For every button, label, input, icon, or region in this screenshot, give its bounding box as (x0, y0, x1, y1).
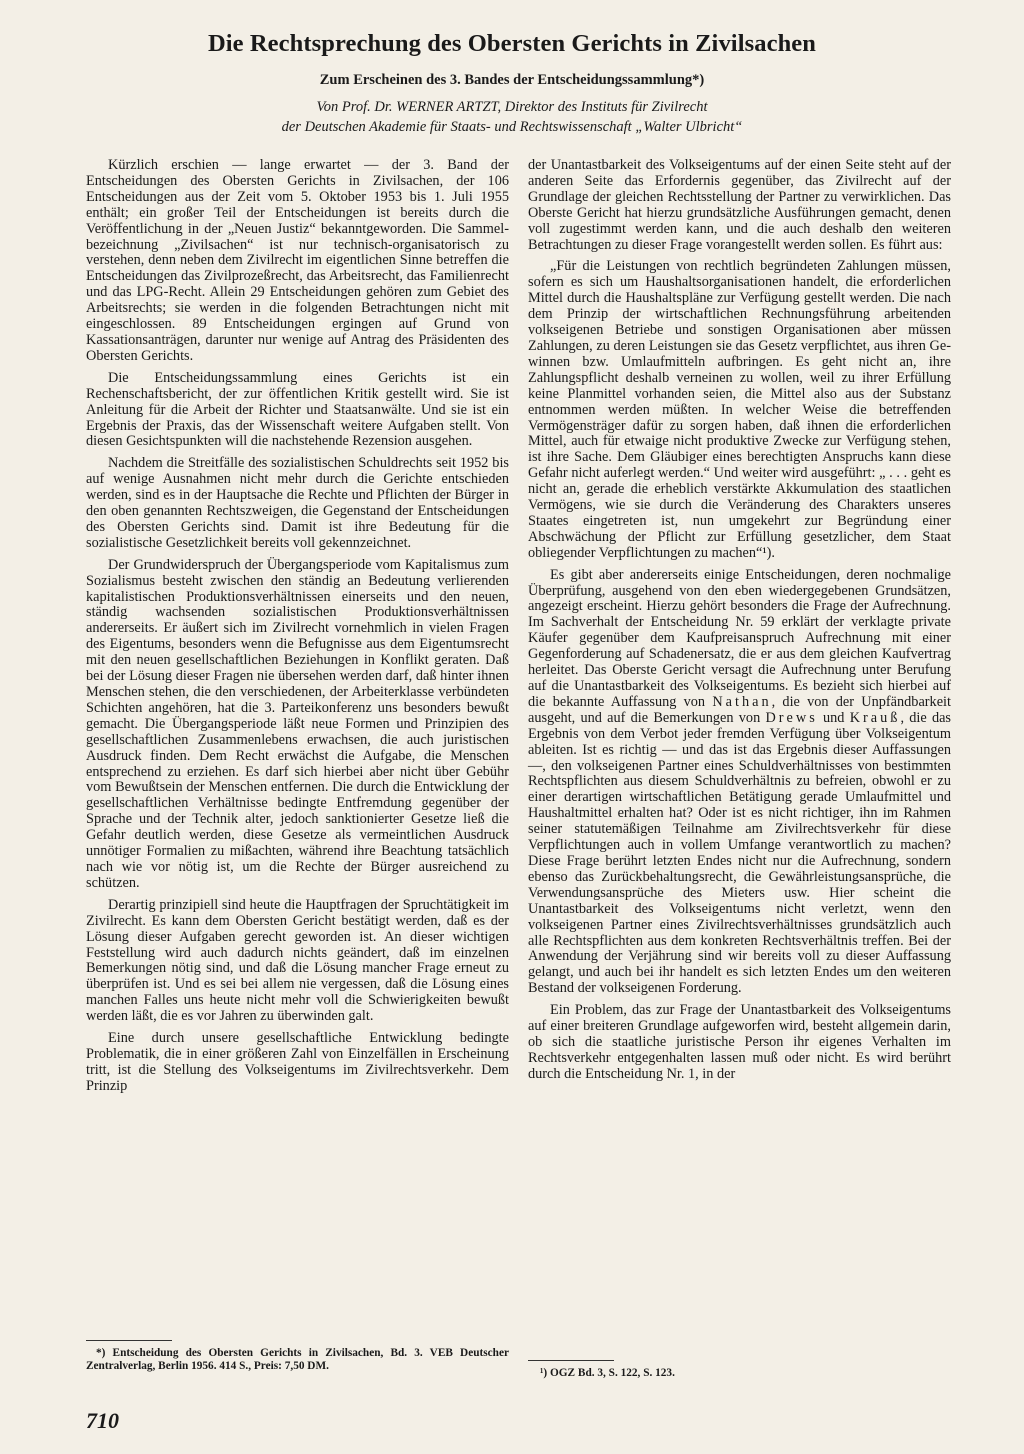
page-number: 710 (86, 1408, 119, 1433)
footnote-rule-left (86, 1340, 172, 1341)
author-name-drews: Drews (765, 709, 818, 726)
left-column (86, 158, 509, 1101)
paragraph: der Unantastbarkeit des Volkseigentums auf der einen Seite steht auf der anderen Seite das Erfordernis gegenüber, das Zivilrecht auf der Grundlage der gleichen Rechtsstellung der Partner zu verwirklichen. Das Oberste Gericht hat hierzu grundsätzliche Ausführungen gemacht, denen voll zugestimmt werden kann, und die auch deshalb den weiteren Betrachtungen zu dieser Frage vorangestellt werden sollen. Es führt aus: (528, 157, 951, 253)
footnote-right: ¹) OGZ Bd. 3, S. 122, S. 123. (540, 1367, 675, 1379)
article-subtitle: Zum Erscheinen des 3. Bandes der Entscheidungssammlung*) (319, 72, 705, 88)
text-run: Es gibt aber andererseits einige Entscheidungen, deren nochmalige Überprüfung, ausgehend von den eben wiedergegebenen Grundsätzen, angezeigt erscheint. Hierzu gehört besonders die Frage der Aufrechnung. Im Sachverhalt der Entscheidung Nr. 59 erklärt der verklagte private Käufer gegenüber dem Kaufpreisanspruch Aufrechnung mit einer Gegenforderung auf Schadenersatz, die er aus dem gleichen Kaufvertrag herleitet. Das Oberste Gericht versagt die Aufrechnung unter Berufung auf die Unantastbarkeit des Volkseigentums. Es bezieht sich hierbei auf die bekannte Auffassung von (528, 566, 951, 710)
quote-paragraph: „Für die Leistungen von rechtlich begründeten Zahlungen müssen, sofern es sich um Haushaltsorganisationen handelt, die erforderlichen Mittel durch die Haushaltspläne zur Verfügung gestellt werden. Die nach dem Prinzip der wirtschaftlichen Rechnungsführung arbeitenden volkseigenen Betriebe und sonstigen Organisationen aber müssen Zahlungen, zu deren Leistungen sie das Gesetz verpflichtet, aus ihren Gewinnen bzw. Umlaufmitteln aufbringen. Es geht nicht an, ihre Zahlungspflicht deshalb verneinen zu wollen, weil zu ihrer Erfüllung keine Planmittel vorhanden seien, die Mittel also aus der Substanz entnommen werden müßten. In welcher Weise die betreffenden Vermögensträger dafür zu sorgen haben, daß ihnen die erforderlichen Mittel, auch für etwaige nicht produktive Zwecke zur Verfügung stehen, ist ihre Sache. Dem Gläubiger eines berechtigten Anspruchs kann diese Gefahr nicht auferlegt werden.“ Und weiter wird ausgeführt: „ . . . geht es nicht an, gerade die erheblich verstärkte Akkumulation des staatlichen Vermögens, wie sie durch die Veränderung des Charakters unseres Staates eingetreten ist, nun umgekehrt zur Begründung einer Abschwächung der Pflicht zur Erfüllung gesetzlicher, dem Staat obliegender Verpflichtungen zu machen“¹). (528, 258, 951, 561)
text-run: , die von der Unpfändbarkeit ausgeht, und auf die Bemerkungen von (528, 693, 951, 726)
author-name-krauss: Krauß (849, 709, 901, 726)
text-run: , die das Ergebnis von dem Verbot jeder fremden Verfügung über Volkseigentum ableiten. Ist es richtig — und das ist das Ergebnis dieser Auffassungen —, den volkseigenen Partner eines Schuldverhältnisses von bestimmten Rechtspflichten aus diesem Schuldverhältnis zu befreien, obwohl er zu einer derartigen wirtschaftlichen Betätigung gerade Umlaufmittel und Haushaltmittel erhalten hat? Oder ist es nicht richtiger, ihn im Rahmen seiner statutemäßigen Teilnahme am Zivilrechtsverkehr für diese Verpflichtungen auch in vollem Umfange verantwortlich zu machen? Diese Frage berührt letzten Endes nicht nur die Aufrechnung, sondern ebenso das Zurückbehaltungsrecht, die Gewährleistungsansprüche, die Verwendungsansprüche des Mieters usw. Hier scheint die Unantastbarkeit des Volkseigentums nicht verletzt, wenn den volkseigenen Partner eines Zivilrechtsverhältnisses grundsätzlich auch alle Rechtspflichten aus dem konkreten Rechtsverhältnis treffen. Bei der Anwendung der Verjährung sind wir bereits voll zu dieser Auffassung gelangt, und auch bei ihr handelt es sich letzten Endes um den weiteren Bestand der volkseigenen Forderung. (528, 709, 951, 997)
footnote-rule-right (528, 1360, 614, 1361)
author-line (0, 97, 1024, 137)
article-title: Die Rechtsprechung des Obersten Gerichts in Zivilsachen (207, 30, 816, 57)
paragraph: Ein Problem, das zur Frage der Unantastbarkeit des Volkseigentums auf einer breiteren Grundlage aufgeworfen wird, besteht allgemein darin, ob sich die staatliche juristische Person ihr eigenes Verhalten im Rechtsverkehr entgegenhalten lassen muß oder nicht. Es wird berührt durch die Entscheidung Nr. 1, in der (528, 1002, 951, 1082)
paragraph: Nachdem die Streitfälle des sozialistischen Schuldrechts seit 1952 bis auf wenige Ausnahmen nicht mehr durch die Gerichte entschieden werden, sind es in der Hauptsache die Rechte und Pflichten der Bürger in den oben genannten Rechtszweigen, die Gegenstand der Entscheidungen des Obersten Gerichts sind. Damit ist ihre Bedeutung für die sozialistische Gesetzlichkeit bereits voll gekennzeichnet. (86, 455, 509, 551)
paragraph: Derartig prinzipiell sind heute die Hauptfragen der Spruchtätigkeit im Zivilrecht. Es kann dem Obersten Gericht bestätigt werden, daß es der Lösung dieser Aufgaben gerecht geworden ist. An dieser wichtigen Feststellung wird auch dadurch nichts geändert, daß im einzelnen Bemerkungen nötig sind, und daß die Lösung mancher Frage erneut zu überprüfen ist. Und es sei bei allem nie vergessen, daß die Lösung eines manchen Falles uns heute nicht mehr voll die Schwierigkeiten bewußt werden läßt, die es vor Jahren zu überwinden galt. (86, 896, 509, 1025)
right-column (528, 158, 951, 1089)
text-run: und (817, 709, 850, 726)
paragraph: Eine durch unsere gesellschaftliche Entwicklung bedingte Problematik, die in einer größeren Zahl von Einzelfällen in Erscheinung tritt, ist die Stellung des Volkseigentums im Zivilrechtsverkehr. Dem Prinzip (86, 1030, 509, 1094)
author-line-1: Von Prof. Dr. WERNER ARTZT, Direktor des Instituts für Zivilrecht (316, 99, 708, 115)
author-name-nathan: Nathan (712, 693, 772, 710)
paragraph (528, 568, 951, 997)
paragraph: Der Grundwiderspruch der Übergangsperiode vom Kapitalismus zum Sozialismus besteht zwischen den ständig an Bedeutung verlierenden kapitalistischen Produktionsverhältnissen einerseits und den neuen, ständig wachsenden sozialistischen Produktionsverhältnissen andererseits. Er äußert sich im Zivilrecht vornehmlich in vielen Fragen des Eigentums, besonders wenn die Befugnisse aus dem Eigentumsrecht mit den neuen gesellschaftlichen Beziehungen in Konflikt geraten. Daß bei der Lösung dieser Fragen nie übersehen werden darf, daß hinter ihnen Menschen stehen, die den verschiedenen, der Arbeiterklasse verbündeten Schichten angehören, hat die 3. Parteikonferenz uns besonders bewußt gemacht. Die Übergangsperiode läßt neue Formen und Prinzipien des gesellschaftlichen Zusammenlebens erwachsen, die auch juristischen Ausdruck finden. Dem Recht erwächst die Aufgabe, die Menschen entsprechend zu erziehen. Es darf sich hierbei aber nicht über Gebühr vom Bewußtsein der Menschen entfernen. Die durch die Entwicklung der gesellschaftlichen Verhältnisse bedingte Entfremdung gegenüber der Sprache und der Technik alter, jedoch sanktionierter Gesetze ließ die Gefahr deutlich werden, diese Gesetze als vermeintlichen Ausdruck unnötiger Formalien zu mißachten, während ihre Beachtung tatsächlich nach wie vor nötig ist, um die Rechte der Bürger ausreichend zu schützen. (86, 556, 509, 891)
author-line-2: der Deutschen Akademie für Staats- und Rechtswissenschaft „Walter Ulbricht“ (281, 119, 743, 135)
paragraph: Kürzlich erschien — lange erwartet — der 3. Band der Entscheidungen des Obersten Gerichts in Zivilsachen, der 106 Entscheidungen aus der Zeit vom 5. Oktober 1953 bis 1. Juli 1955 enthält; ein großer Teil der Entscheidungen ist bereits durch die Veröffentlichung in der „Neuen Justiz“ bekanntgeworden. Die Sammelbezeichnung „Zivilsachen“ ist nur technisch-organisatorisch zu verstehen, denn neben dem Zivilrecht im eigentlichen Sinne betreffen die Entscheidungen das Zivilprozeßrecht, das Arbeitsrecht, das Familienrecht und das LPG-Recht. Allein 29 Entscheidungen gehören zum Gebiet des Arbeitsrechts; sie werden in die folgenden Betrachtungen nicht mit eingeschlossen. 89 Entscheidungen ergingen auf Grund von Kassationsanträgen, darunter nur wenige auf Antrag des Präsidenten des Obersten Gerichts. (86, 157, 509, 364)
paragraph: Die Entscheidungssammlung eines Gerichts ist ein Rechenschaftsbericht, der zur öffentlichen Kritik gestellt wird. Sie ist Anleitung für die Arbeit der Richter und Staatsanwälte. Und sie ist ein Ergebnis der Praxis, das der Wissenschaft weitere Aufgaben stellt. Von diesen Gesichtspunkten will die nachstehende Rezension ausgehen. (86, 369, 509, 450)
footnote-left: *) Entscheidung des Obersten Gerichts in Zivilsachen, Bd. 3. VEB Deutscher Zentralverlag, Berlin 1956. 414 S., Preis: 7,50 DM. (86, 1347, 509, 1372)
